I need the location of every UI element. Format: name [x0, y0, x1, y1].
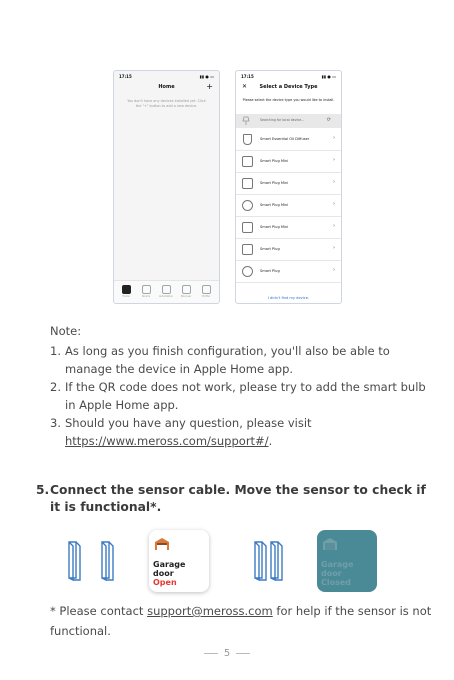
garage-door-closed-card	[317, 530, 377, 592]
nav-title: Select a Device Type	[259, 84, 318, 90]
note-item	[50, 414, 435, 450]
device-item[interactable]	[236, 261, 341, 283]
card-line: Garage	[321, 560, 354, 569]
note-item	[50, 378, 435, 414]
divider	[236, 653, 250, 654]
diffuser-icon	[243, 134, 252, 145]
plug-icon	[242, 200, 253, 211]
nav-title: Home	[158, 84, 175, 90]
chevron-right-icon: ›	[333, 201, 335, 207]
device-item[interactable]	[236, 239, 341, 261]
rooms-icon	[142, 285, 151, 294]
plug-icon	[242, 222, 253, 233]
footnote-text: * Please contact	[50, 604, 144, 618]
plug-icon	[242, 156, 253, 167]
support-email-link[interactable]: support@meross.com	[147, 604, 273, 618]
device-label: Smart Plug	[260, 247, 280, 251]
chevron-right-icon: ›	[333, 223, 335, 229]
card-line: door	[321, 569, 342, 578]
device-type-screenshot	[235, 70, 342, 304]
discover-icon	[182, 285, 191, 294]
page-number-text: 5	[223, 648, 231, 659]
note-item	[50, 342, 435, 378]
card-label	[321, 560, 353, 587]
status-time: 17:15	[241, 74, 254, 79]
note-text: As long as you finish configuration, you'll also be able to manage the device in Apple Home app.	[65, 344, 390, 376]
tab-label: Automation	[159, 295, 173, 298]
automation-icon	[162, 285, 171, 294]
tab-label: Discover	[180, 295, 192, 298]
empty-state-text: You don't have any devices installed yet. Click the "+" button to add a new device.	[127, 99, 206, 108]
card-line: Garage	[153, 560, 186, 569]
tab-bar	[114, 280, 219, 303]
chevron-right-icon: ›	[333, 179, 335, 185]
tab-home[interactable]	[118, 285, 134, 298]
note-number: 1.	[50, 344, 61, 358]
nav-bar	[236, 84, 341, 93]
support-link[interactable]: https://www.meross.com/support#/	[65, 434, 269, 448]
plug-icon	[242, 178, 253, 189]
device-type-prompt: Please select the device type you would like to install.	[242, 98, 335, 102]
note-punctuation: .	[268, 434, 273, 448]
note-text: If the QR code does not work, please try to add the smart bulb in Apple Home app.	[65, 380, 426, 412]
status-bar	[119, 74, 214, 80]
tab-discover[interactable]	[178, 285, 194, 298]
tab-rooms[interactable]	[138, 285, 154, 298]
device-label: Smart Plug Mini	[260, 225, 289, 229]
status-icons: ▮▮ ● ▭	[321, 74, 336, 79]
tab-automation[interactable]	[158, 285, 174, 298]
nav-bar	[114, 84, 219, 93]
sensor-right-icon	[268, 540, 292, 582]
footnote	[50, 601, 440, 641]
divider	[204, 653, 218, 654]
note-number: 2.	[50, 380, 61, 394]
loading-spinner-icon: ⟳	[326, 117, 331, 123]
device-label: Smart Plug Mini	[260, 203, 289, 207]
chevron-right-icon: ›	[333, 157, 335, 163]
device-item[interactable]	[236, 151, 341, 173]
status-bar	[241, 74, 336, 80]
device-label: Smart Plug Mini	[260, 159, 289, 163]
footnote-text: for help if the sensor is not functional.	[50, 604, 432, 638]
tab-label: Profile	[202, 295, 210, 298]
home-screen-screenshot	[113, 70, 220, 304]
device-not-found-link[interactable]: I didn't find my device.	[267, 296, 310, 300]
card-line: door	[153, 569, 174, 578]
plug-icon	[242, 244, 253, 255]
device-label: Smart Plug	[260, 269, 280, 273]
garage-door-open-card	[149, 530, 209, 592]
tab-profile[interactable]	[198, 285, 214, 298]
device-item[interactable]	[236, 217, 341, 239]
note-number: 3.	[50, 416, 61, 430]
device-item[interactable]	[236, 173, 341, 195]
close-icon[interactable]: ✕	[242, 83, 248, 90]
garage-closed-icon	[322, 538, 338, 550]
note-title: Note:	[50, 324, 82, 338]
tab-label: Home	[122, 295, 130, 298]
page-number	[0, 648, 454, 659]
plug-icon	[242, 266, 253, 277]
status-time: 17:15	[119, 74, 132, 79]
note-text: Should you have any question, please visit	[65, 416, 312, 430]
sensor-right-icon	[99, 540, 123, 582]
profile-icon	[202, 285, 211, 294]
step-number: 5.	[36, 483, 50, 497]
garage-open-icon	[154, 538, 170, 550]
chevron-right-icon: ›	[333, 245, 335, 251]
device-label: Smart Plug Mini	[260, 181, 289, 185]
step-text: Connect the sensor cable. Move the sensor to check if it is functional*.	[50, 483, 426, 514]
chevron-right-icon: ›	[333, 267, 335, 273]
card-label	[153, 560, 185, 587]
step-heading	[36, 482, 436, 516]
chevron-right-icon: ›	[333, 135, 335, 141]
device-item[interactable]	[236, 129, 341, 151]
tab-label: Rooms	[141, 295, 151, 298]
status-icons: ▮▮ ● ▭	[199, 74, 214, 79]
home-icon	[122, 285, 131, 294]
card-state: Open	[153, 578, 177, 587]
card-state: Closed	[321, 578, 352, 587]
device-label: Smart Essential Oil Diffuser	[260, 137, 310, 141]
lamp-icon	[242, 116, 250, 126]
add-device-button[interactable]: +	[206, 82, 213, 91]
searching-row	[236, 114, 341, 128]
note-section	[50, 322, 435, 450]
device-item[interactable]	[236, 195, 341, 217]
sensor-left-icon	[66, 540, 90, 582]
searching-text: Searching for local device...	[260, 118, 305, 122]
